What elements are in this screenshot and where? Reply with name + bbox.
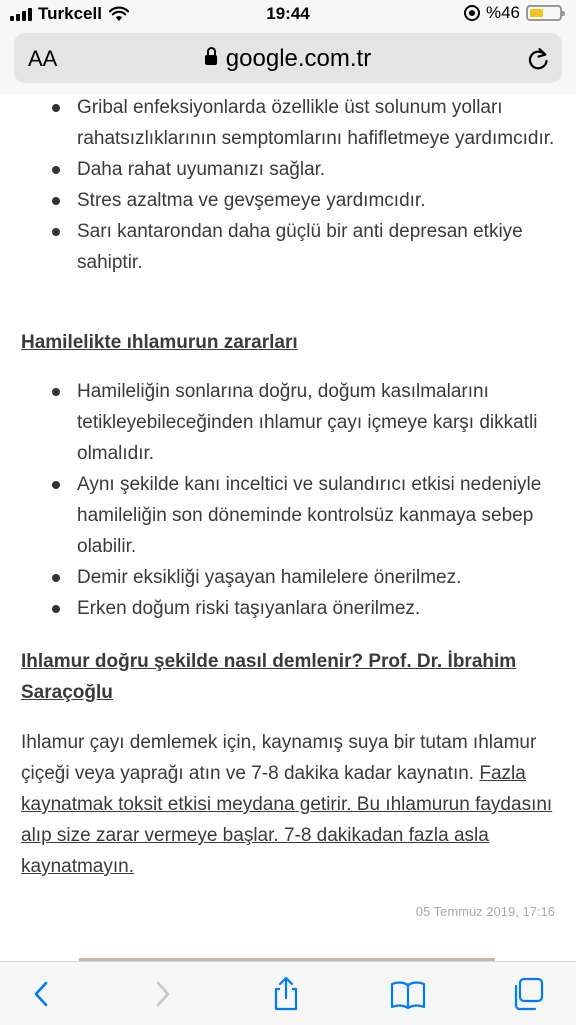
- list-item: Gribal enfeksiyonlarda özellikle üst solunum yolları rahatsızlıklarının semptomlarını hafifletmeye yardımcıdır.: [0, 94, 576, 154]
- status-bar: [0, 0, 576, 28]
- battery-icon: [526, 5, 562, 21]
- bookmarks-icon[interactable]: [388, 976, 428, 1012]
- list-item: Hamileliğin sonlarına doğru, doğum kasılmalarını tetikleyebileceğinden ıhlamur çayı içmeye karşı dikkatli olmalıdır.: [0, 376, 576, 469]
- reload-icon[interactable]: [526, 46, 550, 72]
- bottom-toolbar: [0, 961, 576, 1025]
- forward-icon[interactable]: [142, 976, 182, 1012]
- address-area: [0, 28, 576, 94]
- harms-list: [0, 376, 576, 624]
- brew-paragraph: [21, 727, 561, 882]
- list-item: Erken doğum riski taşıyanlara önerilmez.: [0, 593, 576, 624]
- orientation-lock-icon: [464, 5, 480, 21]
- list-item: Aynı şekilde kanı inceltici ve sulandırıcı etkisi nedeniyle hamileliğin son döneminde kontrolsüz kanmaya sebep olabilir.: [0, 469, 576, 562]
- tabs-icon[interactable]: [508, 976, 548, 1012]
- article-content: [0, 94, 576, 961]
- brew-warning-link[interactable]: Fazla kaynatmak toksit etkisi meydana getirir. Bu ıhlamurun faydasını alıp size zarar vermeye başlar. 7-8 dakikadan fazla asla kaynatmayın.: [21, 763, 553, 877]
- text-size-label: AA: [28, 46, 58, 71]
- battery-tip: [562, 11, 565, 16]
- status-right: [464, 3, 562, 23]
- list-item: Sarı kantarondan daha güçlü bir anti depresan etkiye sahiptir.: [0, 216, 576, 278]
- status-time: 19:44: [266, 4, 310, 23]
- harms-heading[interactable]: Hamilelikte ıhlamurun zararları: [21, 332, 298, 353]
- brew-heading[interactable]: Ihlamur doğru şekilde nasıl demlenir? Prof. Dr. İbrahim Saraçoğlu: [21, 651, 517, 703]
- list-item: Daha rahat uyumanızı sağlar.: [0, 154, 576, 185]
- publish-date: 05 Temmuz 2019, 17:16: [415, 904, 555, 919]
- url-field[interactable]: [14, 33, 562, 83]
- lock-icon: [205, 55, 217, 65]
- share-icon[interactable]: [266, 976, 306, 1012]
- url-text: google.com.tr: [225, 45, 372, 72]
- battery-percent: %46: [485, 3, 520, 22]
- carrier-name: Turkcell: [38, 4, 102, 23]
- brew-paragraph-text: Ihlamur çayı demlemek için, kaynamış suya bir tutam ıhlamur çiçeği veya yaprağı atın ve 7-8 dakika kadar kaynatın.: [21, 732, 537, 784]
- list-item: Stres azaltma ve gevşemeye yardımcıdır.: [0, 185, 576, 216]
- benefits-list: [0, 94, 576, 278]
- url-display[interactable]: [14, 45, 562, 73]
- back-icon[interactable]: [22, 976, 62, 1012]
- battery-fill: [530, 9, 543, 17]
- list-item: Demir eksikliği yaşayan hamilelere önerilmez.: [0, 562, 576, 593]
